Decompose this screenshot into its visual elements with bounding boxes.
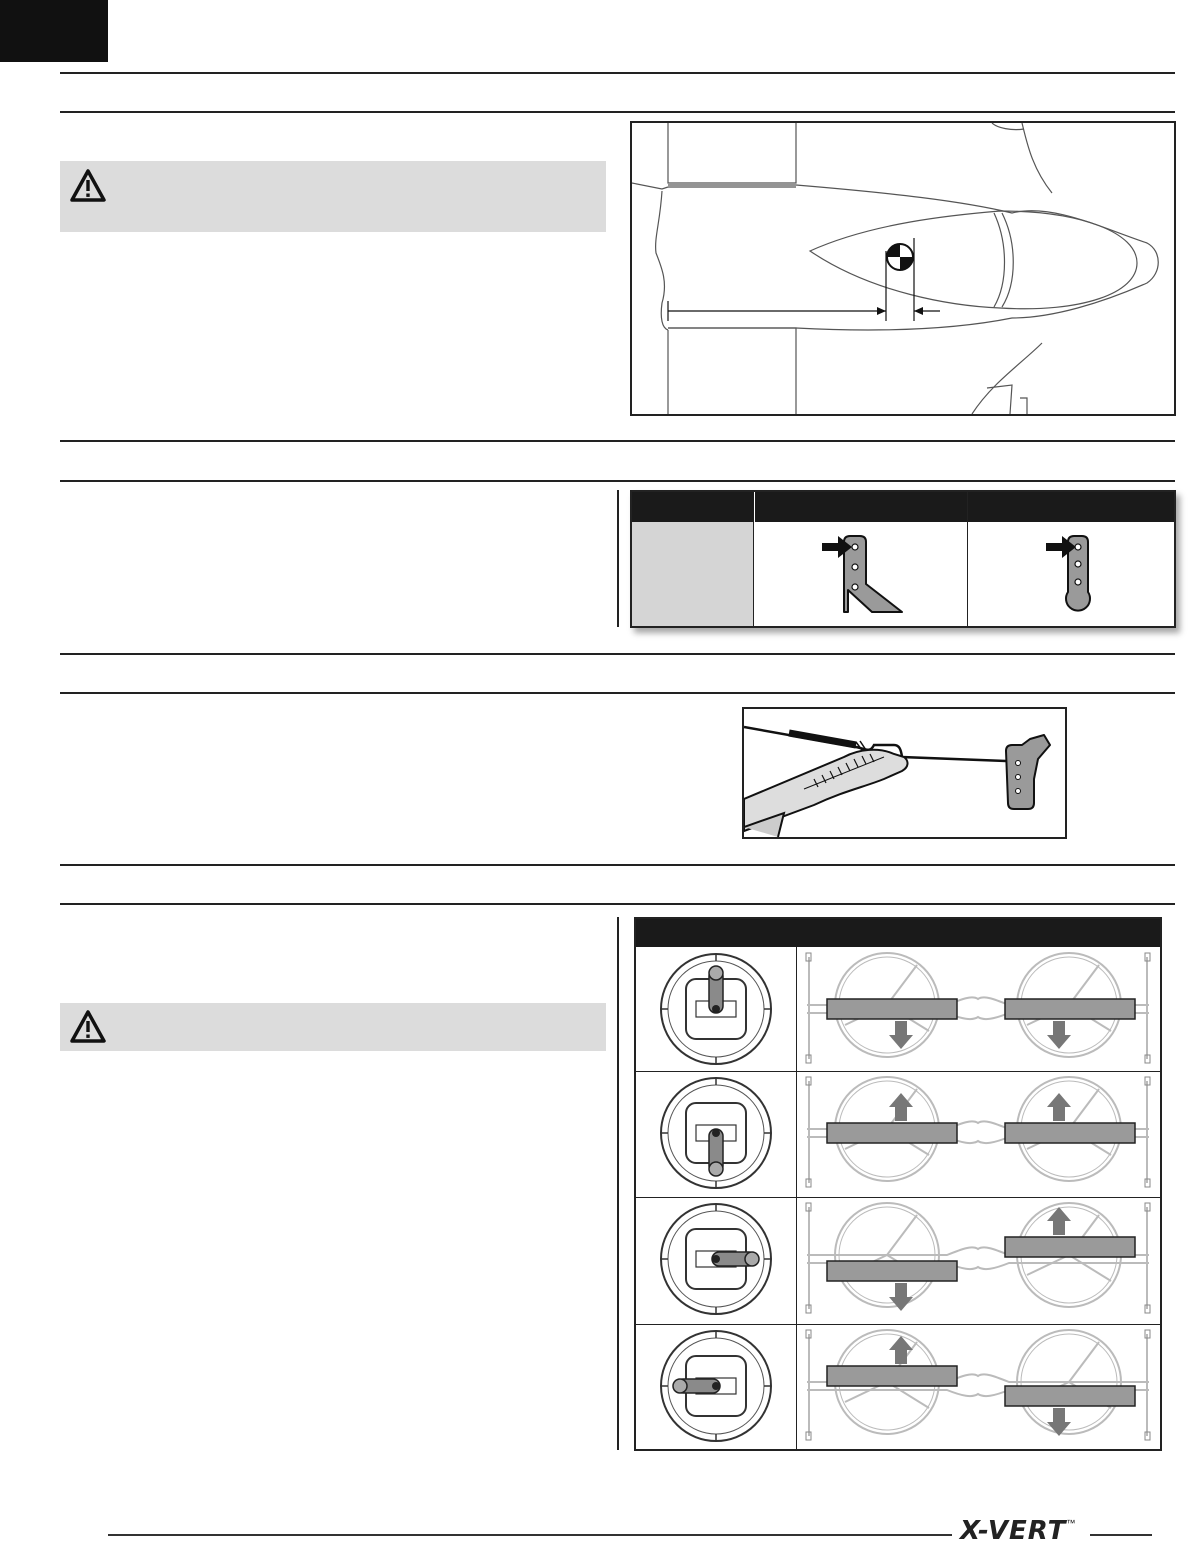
transmitter-stick-icon (636, 1071, 796, 1195)
arrow-icon (889, 1336, 913, 1364)
brand-logo-text: X-VERT (960, 1516, 1067, 1546)
footer-rule-right (1090, 1534, 1152, 1536)
linkage-adjustment-image (742, 707, 1067, 839)
elevon-response-image (797, 947, 1161, 1071)
control-test-table (634, 917, 1162, 1451)
column-divider (617, 917, 619, 1450)
section-rule-top (60, 72, 1175, 74)
control-horn-elevon-image (754, 522, 967, 626)
elevon-response-image (797, 1324, 1161, 1448)
center-of-gravity-icon (887, 244, 913, 270)
section-rule-top (60, 864, 1175, 866)
elevon-response-image (797, 1071, 1161, 1195)
section-rule-bottom (60, 692, 1175, 694)
table-header-row (636, 919, 1160, 947)
arrow-icon (1047, 1093, 1071, 1121)
arrow-icon (889, 1093, 913, 1121)
warning-triangle-icon (69, 168, 107, 204)
cg-diagram (630, 121, 1176, 416)
transmitter-stick-icon (636, 1324, 796, 1448)
header-divider (754, 492, 755, 522)
transmitter-stick-icon (636, 947, 796, 1071)
column-divider (617, 490, 619, 627)
section-rule-top (60, 653, 1175, 655)
row-label-cell (632, 522, 754, 626)
page-tab (0, 0, 108, 62)
brand-logo (960, 1516, 1090, 1552)
transmitter-stick-icon (636, 1197, 796, 1321)
section-rule-bottom (60, 903, 1175, 905)
warning-box-control-test (60, 1003, 606, 1051)
section-rule-top (60, 440, 1175, 442)
arrow-icon (889, 1021, 913, 1049)
warning-box-cg (60, 161, 606, 232)
section-rule-bottom (60, 480, 1175, 482)
section-rule-bottom (60, 111, 1175, 113)
arrow-icon (1047, 1408, 1071, 1436)
footer-rule (108, 1534, 952, 1536)
table-header-row (632, 492, 1174, 522)
control-horn-rudder-image (968, 522, 1175, 626)
control-horn-table (630, 490, 1176, 628)
elevon-response-image (797, 1197, 1161, 1321)
brand-logo-trademark: ™ (1066, 1518, 1076, 1528)
warning-triangle-icon (69, 1009, 107, 1045)
arrow-icon (1047, 1021, 1071, 1049)
